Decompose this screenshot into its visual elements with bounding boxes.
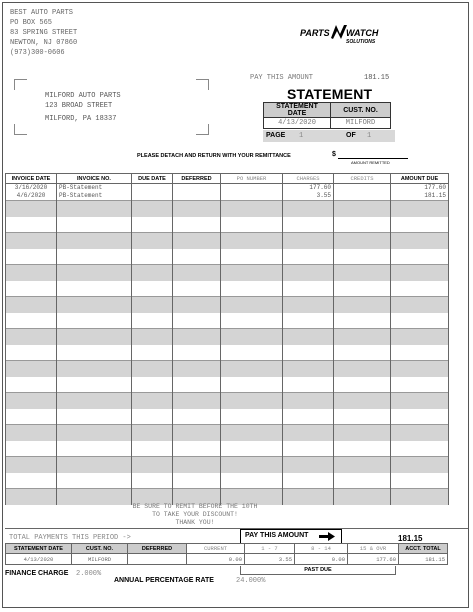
charges-cell <box>283 393 334 409</box>
charges-cell <box>283 489 334 505</box>
invoice-no-cell <box>57 201 132 217</box>
table-row <box>6 361 449 377</box>
charges-cell <box>283 329 334 345</box>
col-amount-due: AMOUNT DUE <box>391 174 449 184</box>
deferred-cell <box>173 201 221 217</box>
amount-due: 177.60 <box>424 184 446 191</box>
table-row <box>6 217 449 233</box>
due-date-cell <box>132 329 173 345</box>
credits-cell <box>334 281 391 297</box>
totals-divider <box>5 528 468 529</box>
credits-cell <box>334 361 391 377</box>
footer-acct-total: 181.15 <box>399 554 448 565</box>
pay-box-label: PAY THIS AMOUNT <box>245 532 309 539</box>
po-number-cell <box>221 361 283 377</box>
amount-due-cell <box>391 313 449 329</box>
amount-due-cell <box>391 249 449 265</box>
deferred-cell <box>173 345 221 361</box>
deferred-cell <box>173 361 221 377</box>
customer-address <box>45 91 121 111</box>
amount-due-cell <box>391 409 449 425</box>
po-number-cell <box>221 217 283 233</box>
invoice-no-cell <box>57 329 132 345</box>
invoice-date-cell <box>6 265 57 281</box>
invoice-date-cell <box>6 233 57 249</box>
credits-cell <box>334 489 391 505</box>
window-corner <box>196 124 209 135</box>
cust-no-value: MILFORD <box>331 118 391 129</box>
page-value: 1 <box>299 132 304 140</box>
due-date-cell <box>132 249 173 265</box>
table-row <box>6 233 449 249</box>
col-invoice-no: INVOICE NO. <box>57 174 132 184</box>
amount-due-cell <box>391 473 449 489</box>
finance-charge-value: 2.000% <box>76 570 102 578</box>
finance-charge-label: FINANCE CHARGE <box>5 570 69 577</box>
of-label: OF <box>346 132 356 139</box>
col-invoice-date: INVOICE DATE <box>6 174 57 184</box>
charges-cell <box>283 265 334 281</box>
invoice-no-cell <box>57 457 132 473</box>
invoice-date-cell <box>6 281 57 297</box>
due-date-cell <box>132 201 173 217</box>
col-deferred: DEFERRED <box>173 174 221 184</box>
due-date-cell <box>132 233 173 249</box>
apr-label: ANNUAL PERCENTAGE RATE <box>114 577 214 584</box>
invoice-no: PB-Statement <box>59 184 103 191</box>
amount-remitted-line[interactable] <box>338 158 408 159</box>
customer-name: MILFORD AUTO PARTS <box>45 92 121 100</box>
credits-cell <box>334 265 391 281</box>
company-address <box>10 8 77 58</box>
amount-due-cell <box>391 345 449 361</box>
invoice-date-cell <box>6 313 57 329</box>
amount-due-cell <box>391 201 449 217</box>
invoice-no-cell <box>57 409 132 425</box>
invoice-no-cell <box>57 377 132 393</box>
charges-cell <box>283 184 334 201</box>
due-date-cell <box>132 441 173 457</box>
message-line-1: BE SURE TO REMIT BEFORE THE 10TH <box>132 503 258 510</box>
deferred-cell <box>173 425 221 441</box>
invoice-no-cell <box>57 265 132 281</box>
logo-solutions: SOLUTIONS <box>346 39 376 45</box>
statement-date-value: 4/13/2020 <box>264 118 331 129</box>
pay-this-amount-label: PAY THIS AMOUNT <box>250 74 314 82</box>
due-date-cell <box>132 184 173 201</box>
credits-cell <box>334 441 391 457</box>
cust-no-label: CUST. NO. <box>331 103 391 118</box>
amount-due: 181.15 <box>424 192 446 199</box>
deferred-cell <box>173 473 221 489</box>
due-date-cell <box>132 425 173 441</box>
window-corner <box>14 124 27 135</box>
credits-cell <box>334 184 391 201</box>
amount-remitted-label: AMOUNT REMITTED <box>351 160 390 165</box>
charges-cell <box>283 425 334 441</box>
credits-cell <box>334 345 391 361</box>
invoice-no-cell <box>57 473 132 489</box>
po-number-cell <box>221 313 283 329</box>
table-row <box>6 457 449 473</box>
table-row <box>6 441 449 457</box>
deferred-cell <box>173 281 221 297</box>
credits-cell <box>334 249 391 265</box>
charges-cell <box>283 201 334 217</box>
deferred-cell <box>173 217 221 233</box>
invoice-no-cell <box>57 217 132 233</box>
total-payments-label: TOTAL PAYMENTS THIS PERIOD -> <box>9 534 131 542</box>
logo-watch: WATCH <box>346 28 379 38</box>
footer-statement-date-label: STATEMENT DATE <box>6 544 72 554</box>
po-number-cell <box>221 473 283 489</box>
deferred-cell <box>173 441 221 457</box>
due-date-cell <box>132 265 173 281</box>
invoice-date-cell <box>6 425 57 441</box>
footer-bucket-2-label: 8 - 14 <box>295 544 348 554</box>
footer-acct-total-label: ACCT. TOTAL <box>399 544 448 554</box>
pay-this-amount-value: 181.15 <box>364 74 390 82</box>
footer-current: 0.00 <box>187 554 245 565</box>
credits-cell <box>334 217 391 233</box>
amount-due-cell <box>391 393 449 409</box>
dollar-sign: $ <box>332 151 336 158</box>
table-row <box>6 281 449 297</box>
invoice-date: 3/16/2020 <box>14 184 48 191</box>
message-line-3: THANK YOU! <box>175 519 215 526</box>
footer-deferred <box>128 554 187 565</box>
credits-cell <box>334 473 391 489</box>
charges-cell <box>283 281 334 297</box>
customer-street: 123 BROAD STREET <box>45 102 113 110</box>
invoice-no-cell <box>57 425 132 441</box>
due-date-cell <box>132 473 173 489</box>
deferred-cell <box>173 393 221 409</box>
amount-due-cell <box>391 217 449 233</box>
company-street: 83 SPRING STREET <box>10 29 78 37</box>
deferred-cell <box>173 409 221 425</box>
aging-table <box>5 543 448 565</box>
credits-cell <box>334 393 391 409</box>
invoice-date-cell <box>6 201 57 217</box>
invoice-date-cell <box>6 441 57 457</box>
invoice-date-cell <box>6 361 57 377</box>
invoice-date-cell <box>6 329 57 345</box>
po-number-cell <box>221 249 283 265</box>
po-number-cell <box>221 329 283 345</box>
footer-bucket-3: 177.60 <box>348 554 399 565</box>
table-row <box>6 409 449 425</box>
deferred-cell <box>173 249 221 265</box>
invoice-no-cell <box>57 233 132 249</box>
col-credits: CREDITS <box>334 174 391 184</box>
charges-cell <box>283 217 334 233</box>
invoice-date-cell <box>6 377 57 393</box>
footer-bucket-1-label: 1 - 7 <box>245 544 295 554</box>
table-row <box>6 377 449 393</box>
amount-due-cell <box>391 377 449 393</box>
footer-bucket-2: 0.00 <box>295 554 348 565</box>
amount-due-cell <box>391 297 449 313</box>
amount-due-cell <box>391 281 449 297</box>
footer-bucket-3-label: 15 & OVR <box>348 544 399 554</box>
due-date-cell <box>132 297 173 313</box>
deferred-cell <box>173 233 221 249</box>
credits-cell <box>334 201 391 217</box>
due-date-cell <box>132 345 173 361</box>
invoice-date-cell <box>6 489 57 505</box>
amount-due-cell <box>391 329 449 345</box>
po-number-cell <box>221 409 283 425</box>
charges-cell <box>283 457 334 473</box>
invoice-no-cell <box>57 281 132 297</box>
customer-city: MILFORD, PA 18337 <box>45 115 117 123</box>
amount-due-cell <box>391 441 449 457</box>
po-number-cell <box>221 281 283 297</box>
invoice-date-cell <box>6 184 57 201</box>
invoice-no-cell <box>57 393 132 409</box>
credits-cell <box>334 233 391 249</box>
charges-cell <box>283 473 334 489</box>
invoice-no-cell <box>57 249 132 265</box>
charges: 177.60 <box>309 184 331 191</box>
charges: 3.55 <box>316 192 331 199</box>
due-date-cell <box>132 281 173 297</box>
due-date-cell <box>132 361 173 377</box>
amount-due-cell <box>391 425 449 441</box>
deferred-cell <box>173 265 221 281</box>
table-row <box>6 265 449 281</box>
col-po-number: PO NUMBER <box>221 174 283 184</box>
table-row <box>6 184 449 201</box>
footer-cust-no-label: CUST. NO. <box>72 544 128 554</box>
charges-cell <box>283 297 334 313</box>
deferred-cell <box>173 313 221 329</box>
charges-cell <box>283 233 334 249</box>
charges-cell <box>283 249 334 265</box>
company-name: BEST AUTO PARTS <box>10 9 74 17</box>
amount-due-cell <box>391 233 449 249</box>
statement-header-table <box>263 102 391 129</box>
page-indicator <box>263 130 395 142</box>
po-number-cell <box>221 265 283 281</box>
deferred-cell <box>173 457 221 473</box>
po-number-cell <box>221 393 283 409</box>
invoice-no-cell <box>57 361 132 377</box>
pay-this-amount-box <box>240 529 342 544</box>
of-value: 1 <box>367 132 372 140</box>
window-corner <box>14 79 27 90</box>
credits-cell <box>334 457 391 473</box>
invoice-date-cell <box>6 345 57 361</box>
invoice-date-cell <box>6 217 57 233</box>
credits-cell <box>334 377 391 393</box>
footer-current-label: CURRENT <box>187 544 245 554</box>
company-city: NEWTON, NJ 07860 <box>10 39 78 47</box>
deferred-cell <box>173 184 221 201</box>
col-charges: CHARGES <box>283 174 334 184</box>
page-label: PAGE <box>266 132 286 139</box>
amount-due-cell <box>391 184 449 201</box>
due-date-cell <box>132 393 173 409</box>
apr-value: 24.000% <box>236 577 266 585</box>
statement-date-label: STATEMENT DATE <box>264 103 331 118</box>
logo-parts: PARTS <box>300 28 330 38</box>
footer-deferred-label: DEFERRED <box>128 544 187 554</box>
table-row <box>6 473 449 489</box>
invoice-no-cell <box>57 441 132 457</box>
table-row <box>6 297 449 313</box>
amount-due-cell <box>391 265 449 281</box>
po-number-cell <box>221 441 283 457</box>
amount-due-cell <box>391 361 449 377</box>
po-number-cell <box>221 201 283 217</box>
due-date-cell <box>132 217 173 233</box>
table-row <box>6 345 449 361</box>
credits-cell <box>334 425 391 441</box>
invoice-date-cell <box>6 473 57 489</box>
deferred-cell <box>173 297 221 313</box>
table-row <box>6 201 449 217</box>
charges-cell <box>283 441 334 457</box>
invoice-no-cell <box>57 313 132 329</box>
pay-total-value: 181.15 <box>398 534 423 543</box>
message-line-2: TO TAKE YOUR DISCOUNT! <box>152 511 238 518</box>
invoice-date-cell <box>6 457 57 473</box>
company-po: PO BOX 565 <box>10 19 53 27</box>
footer-statement-date: 4/13/2020 <box>6 554 72 565</box>
po-number-cell <box>221 377 283 393</box>
charges-cell <box>283 313 334 329</box>
invoice-no-cell <box>57 184 132 201</box>
statement-title: STATEMENT <box>287 86 373 102</box>
company-phone: (973)300-0606 <box>10 49 65 57</box>
invoice-date-cell <box>6 297 57 313</box>
past-due-label: PAST DUE <box>240 566 396 575</box>
deferred-cell <box>173 329 221 345</box>
table-row <box>6 329 449 345</box>
invoice-no-cell <box>57 297 132 313</box>
po-number-cell <box>221 345 283 361</box>
invoice-no-cell <box>57 345 132 361</box>
col-due-date: DUE DATE <box>132 174 173 184</box>
detach-instructions: PLEASE DETACH AND RETURN WITH YOUR REMITTANCE <box>137 153 291 159</box>
po-number-cell <box>221 457 283 473</box>
table-row <box>6 425 449 441</box>
due-date-cell <box>132 457 173 473</box>
credits-cell <box>334 329 391 345</box>
invoice-date: 4/6/2020 <box>16 192 46 199</box>
due-date-cell <box>132 313 173 329</box>
amount-due-cell <box>391 489 449 505</box>
due-date-cell <box>132 409 173 425</box>
remit-message <box>120 503 270 527</box>
charges-cell <box>283 409 334 425</box>
invoice-no: PB-Statement <box>59 192 103 199</box>
credits-cell <box>334 313 391 329</box>
po-number-cell <box>221 233 283 249</box>
due-date-cell <box>132 377 173 393</box>
po-number-cell <box>221 184 283 201</box>
window-corner <box>196 79 209 90</box>
amount-due-cell <box>391 457 449 473</box>
charges-cell <box>283 361 334 377</box>
charges-cell <box>283 345 334 361</box>
table-row <box>6 313 449 329</box>
invoice-date-cell <box>6 393 57 409</box>
table-row <box>6 249 449 265</box>
footer-cust-no: MILFORD <box>72 554 128 565</box>
table-row <box>6 393 449 409</box>
partswatch-logo <box>300 22 392 46</box>
credits-cell <box>334 409 391 425</box>
invoice-date-cell <box>6 249 57 265</box>
invoice-date-cell <box>6 409 57 425</box>
deferred-cell <box>173 377 221 393</box>
po-number-cell <box>221 425 283 441</box>
footer-bucket-1: 3.55 <box>245 554 295 565</box>
arrow-right-icon <box>319 532 335 541</box>
charges-cell <box>283 377 334 393</box>
credits-cell <box>334 297 391 313</box>
invoice-table <box>5 173 449 505</box>
po-number-cell <box>221 297 283 313</box>
